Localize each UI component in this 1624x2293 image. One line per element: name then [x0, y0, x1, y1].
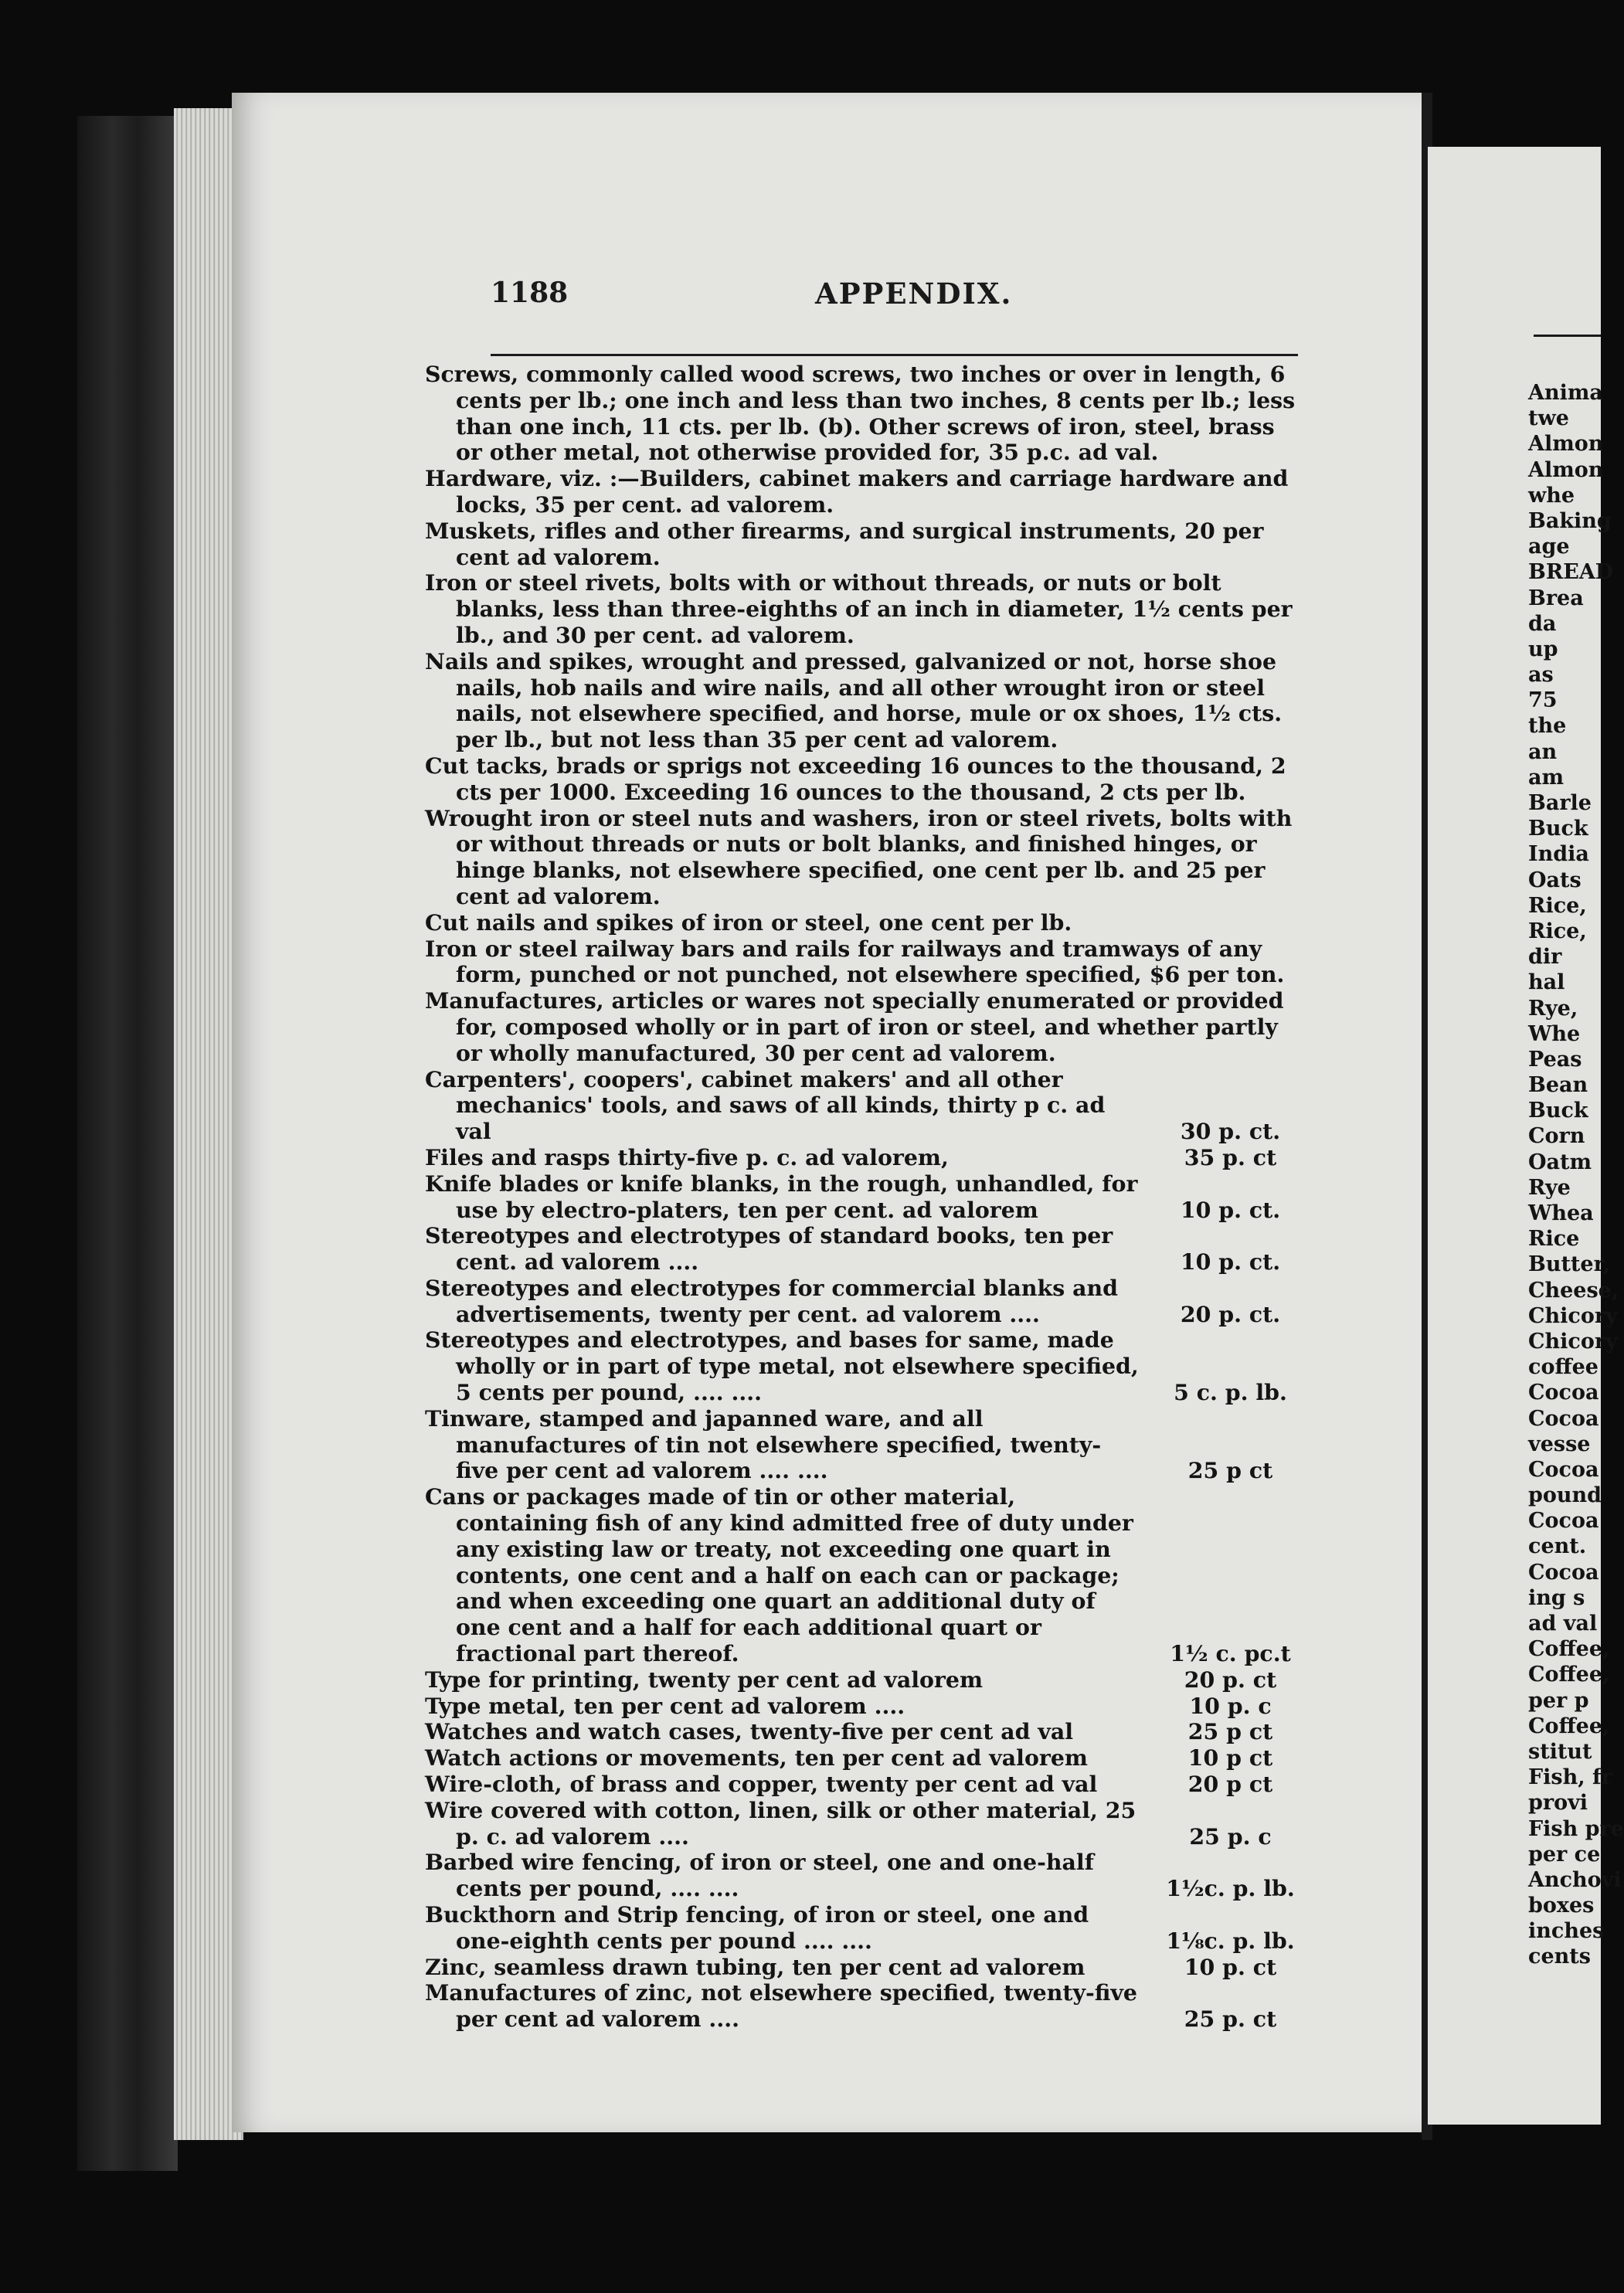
next-page-fragment: cent.	[1528, 1534, 1587, 1559]
entry-rate: 25 p. c	[1189, 1823, 1272, 1850]
entry-text: Tinware, stamped and japanned ware, and all manufactures of tin not elsewhere specified, twenty-five per cent ad valorem .... ....	[425, 1405, 1102, 1484]
entry-text: Carpenters', coopers', cabinet makers' and all other mechanics' tools, and saws of all kinds, thirty p c. ad val	[425, 1065, 1106, 1145]
entry-rate: 10 p. ct.	[1180, 1248, 1281, 1276]
tariff-entry	[425, 936, 1306, 989]
tariff-entry	[425, 1772, 1306, 1798]
next-page-fragment: ing s	[1528, 1585, 1585, 1610]
next-page-fragment: Peas	[1528, 1047, 1582, 1072]
next-page-fragment: Baking	[1528, 508, 1612, 533]
tariff-entry	[425, 1223, 1306, 1276]
entry-text: Iron or steel railway bars and rails for railways and tramways of any form, punched or not punched, not elsewhere specified, $6 per ton.	[425, 935, 1285, 988]
next-page-fragment: Oatm	[1528, 1150, 1592, 1174]
next-page-fragment: Brea	[1528, 586, 1584, 610]
next-page-fragment: inches	[1528, 1919, 1605, 1944]
tariff-entry	[425, 1902, 1306, 1955]
next-page-fragment: Cocoa	[1528, 1381, 1599, 1405]
next-page-fragment: whe	[1528, 483, 1575, 508]
next-page-fragment: per p	[1528, 1688, 1589, 1713]
entry-rate: 5 c. p. lb.	[1174, 1379, 1287, 1406]
page-header	[491, 277, 1298, 323]
next-page-fragment: ad val	[1528, 1612, 1598, 1636]
entry-text: Iron or steel rivets, bolts with or without threads, or nuts or bolt blanks, less than three-eighths of an inch in diameter, 1½ cents per lb., and 30 per cent. ad valorem.	[425, 569, 1293, 648]
next-page-fragment: Bean	[1528, 1073, 1588, 1098]
page-number: 1188	[491, 277, 569, 309]
entry-rate: 10 p. ct	[1184, 1953, 1277, 1980]
entry-text: Watches and watch cases, twenty-five per cent ad val	[425, 1718, 1074, 1745]
tariff-entry	[425, 518, 1306, 571]
next-page-fragment: as	[1528, 663, 1554, 688]
next-page-fragment: Whe	[1528, 1021, 1581, 1046]
tariff-entry	[425, 1145, 1306, 1171]
next-page-fragment: 75	[1528, 688, 1558, 713]
next-page-fragment: Almon	[1528, 432, 1604, 457]
tariff-entry	[425, 806, 1306, 910]
next-page-fragment: Rice	[1528, 1227, 1580, 1252]
next-page-fragment: dir	[1528, 945, 1562, 970]
next-page-fragment: am	[1528, 765, 1565, 790]
tariff-entry	[425, 570, 1306, 648]
entry-text: Stereotypes and electrotypes of standard books, ten per cent. ad valorem ....	[425, 1222, 1113, 1276]
entry-rate: 25 p. ct	[1184, 2006, 1277, 2033]
entry-text: Wire-cloth, of brass and copper, twenty per cent ad val	[425, 1771, 1098, 1798]
next-page-fragment: Coffee,	[1528, 1714, 1610, 1738]
next-page-fragment: cents	[1528, 1945, 1591, 1969]
tariff-entry	[425, 649, 1306, 753]
entry-text: Hardware, viz. :—Builders, cabinet makers and carriage hardware and locks, 35 per cent. ad valorem.	[425, 465, 1289, 518]
next-page-fragment: Chicory	[1528, 1329, 1618, 1354]
next-page-fragment: Cocoa	[1528, 1509, 1599, 1534]
next-page-fragment: Almon	[1528, 457, 1604, 482]
entry-text: Files and rasps thirty-five p. c. ad valorem,	[425, 1143, 949, 1170]
entry-rate: 20 p ct	[1187, 1771, 1273, 1798]
next-page-fragment: India	[1528, 842, 1589, 867]
tariff-entry	[425, 1980, 1306, 2033]
tariff-entry	[425, 1171, 1306, 1224]
tariff-entry	[425, 1484, 1306, 1667]
next-page-fragment: Chicory	[1528, 1303, 1618, 1328]
entry-rate: 1½ c. pc.t	[1170, 1640, 1291, 1667]
entry-rate: 30 p. ct.	[1180, 1118, 1281, 1145]
next-page-fragment: Rye	[1528, 1175, 1571, 1200]
next-page-fragment: stitut	[1528, 1739, 1592, 1764]
entry-rate: 10 p. ct.	[1180, 1196, 1281, 1223]
next-page-fragment: Rice,	[1528, 893, 1587, 918]
next-page-fragment: age	[1528, 535, 1570, 559]
entry-text: Manufactures of zinc, not elsewhere specified, twenty-five per cent ad valorem ....	[425, 1979, 1137, 2033]
tariff-entry	[425, 1327, 1306, 1405]
next-page-fragment: da	[1528, 611, 1557, 636]
entry-text: Stereotypes and electrotypes for commercial blanks and advertisements, twenty per cent. ad valorem ....	[425, 1274, 1118, 1327]
next-page-fragment: Cocoa	[1528, 1560, 1599, 1585]
tariff-entry	[425, 1850, 1306, 1902]
tariff-list	[425, 361, 1306, 2033]
next-page-fragment: Buck	[1528, 1099, 1588, 1123]
next-page-fragment: Fish pre	[1528, 1816, 1624, 1841]
entry-text: Type metal, ten per cent ad valorem ....	[425, 1692, 905, 1719]
next-page-fragment: Anima	[1528, 381, 1603, 405]
next-page-fragment: coffee	[1528, 1355, 1599, 1380]
next-page-fragment: Whea	[1528, 1201, 1594, 1225]
tariff-entry	[425, 753, 1306, 806]
tariff-entry	[425, 1067, 1306, 1145]
tariff-entry	[425, 1406, 1306, 1484]
next-page-fragment: Butter,	[1528, 1252, 1611, 1277]
entry-text: Manufactures, articles or wares not specially enumerated or provided for, composed wholly or in part of iron or steel, and whether partly or wholly manufactured, 30 per cent ad valorem.	[425, 987, 1284, 1066]
tariff-entry	[425, 362, 1306, 466]
entry-text: Barbed wire fencing, of iron or steel, one and one-half cents per pound, .... ....	[425, 1849, 1094, 1902]
next-page-fragment: an	[1528, 739, 1558, 764]
entry-rate: 20 p. ct	[1184, 1666, 1277, 1693]
next-page-fragment: vesse	[1528, 1432, 1591, 1456]
header-rule	[491, 354, 1298, 356]
next-page-fragment: Cocoa	[1528, 1406, 1599, 1431]
tariff-entry	[425, 910, 1306, 936]
entry-text: Zinc, seamless drawn tubing, ten per cent ad valorem	[425, 1953, 1085, 1980]
tariff-entry	[425, 1798, 1306, 1850]
next-page-fragment: Cheese,	[1528, 1278, 1619, 1303]
entry-rate: 20 p. ct.	[1180, 1300, 1281, 1327]
next-page-fragment: hal	[1528, 970, 1565, 995]
next-page-fragment: provi	[1528, 1791, 1588, 1816]
entry-rate: 1½c. p. lb.	[1166, 1875, 1295, 1902]
entry-text: Buckthorn and Strip fencing, of iron or steel, one and one-eighth cents per pound .... ....	[425, 1901, 1089, 1954]
next-page-fragment: Oats	[1528, 868, 1582, 892]
next-page-fragment: Rye,	[1528, 996, 1578, 1021]
tariff-entry	[425, 988, 1306, 1066]
tariff-entry	[425, 1276, 1306, 1328]
next-page-fragment: Fish, fr	[1528, 1765, 1612, 1790]
next-page-fragment: per ce	[1528, 1842, 1601, 1867]
tariff-entry	[425, 1955, 1306, 1981]
tariff-entry	[425, 1667, 1306, 1693]
next-page-column	[1528, 380, 1624, 1970]
entry-rate: 25 p ct	[1187, 1457, 1273, 1484]
book-spine	[77, 116, 178, 2171]
tariff-entry	[425, 1745, 1306, 1772]
next-page-fragment: up	[1528, 637, 1558, 661]
entry-text: Nails and spikes, wrought and pressed, galvanized or not, horse shoe nails, hob nails and wire nails, and all other wrought iron or steel nails, not elsewhere specified, and horse, mule or ox shoes, 1½ cts. per lb., but not less than 35 per cent ad valorem.	[425, 647, 1283, 753]
next-page-fragment: BREAD	[1528, 560, 1614, 585]
entry-rate: 1⅛c. p. lb.	[1166, 1927, 1295, 1954]
next-page-fragment: pound	[1528, 1483, 1602, 1508]
tariff-entry	[425, 466, 1306, 518]
next-page-fragment: Cocoa	[1528, 1457, 1599, 1482]
tariff-entry	[425, 1693, 1306, 1720]
entry-text: Muskets, rifles and other firearms, and surgical instruments, 20 per cent ad valorem.	[425, 517, 1264, 570]
next-page-fragment: Rice,	[1528, 919, 1587, 943]
next-page-fragment: Anchovi	[1528, 1867, 1622, 1892]
entry-text: Watch actions or movements, ten per cent ad valorem	[425, 1744, 1088, 1772]
entry-text: Cans or packages made of tin or other material, containing fish of any kind admitted free of duty under any existing law or treaty, not exceeding one quart in contents, one cent and a half on each can or package; and when exceeding one quart an additional duty of one cent and a half for each additional quart or fractional part thereof.	[425, 1483, 1133, 1667]
entry-text: Knife blades or knife blanks, in the rough, unhandled, for use by electro-platers, ten per cent. ad valorem	[425, 1170, 1138, 1223]
entry-text: Cut nails and spikes of iron or steel, one cent per lb.	[425, 909, 1072, 936]
next-page-fragment: Corn	[1528, 1124, 1585, 1149]
entry-text: Stereotypes and electrotypes, and bases for same, made wholly or in part of type metal, not elsewhere specified, 5 cents per pound, .... ....	[425, 1327, 1139, 1406]
next-page-fragment: twe	[1528, 406, 1569, 431]
entry-text: Type for printing, twenty per cent ad valorem	[425, 1666, 983, 1693]
entry-rate: 10 p ct	[1187, 1744, 1273, 1772]
next-page-fragment: Buck	[1528, 817, 1588, 841]
entry-text: Wrought iron or steel nuts and washers, iron or steel rivets, bolts with or without threads or nuts or bolt blanks, and finished hinges, or hinge blanks, not elsewhere specified, one cent per lb. and 25 per cent ad valorem.	[425, 804, 1293, 909]
next-page-fragment: Coffee,	[1528, 1663, 1610, 1687]
next-page-fragment: Barle	[1528, 791, 1592, 815]
running-head: APPENDIX.	[815, 277, 1013, 311]
entry-rate: 10 p. c	[1189, 1692, 1272, 1719]
next-page-fragment: boxes	[1528, 1894, 1595, 1918]
next-page-rule	[1534, 335, 1601, 337]
entry-text: Wire covered with cotton, linen, silk or other material, 25 p. c. ad valorem ....	[425, 1796, 1136, 1850]
entry-text: Cut tacks, brads or sprigs not exceeding 16 ounces to the thousand, 2 cts per 1000. Exceeding 16 ounces to the thousand, 2 cts per lb.	[425, 752, 1286, 805]
entry-text: Screws, commonly called wood screws, two inches or over in length, 6 cents per lb.; one inch and less than two inches, 8 cents per lb.; less than one inch, 11 cts. per lb. (b). Other screws of iron, steel, brass or other metal, not otherwise provided for, 35 p.c. ad val.	[425, 361, 1296, 466]
entry-rate: 35 p. ct	[1184, 1143, 1277, 1170]
tariff-entry	[425, 1719, 1306, 1745]
next-page-fragment: Coffee,	[1528, 1637, 1610, 1662]
next-page-fragment: the	[1528, 714, 1567, 739]
entry-rate: 25 p ct	[1187, 1718, 1273, 1745]
